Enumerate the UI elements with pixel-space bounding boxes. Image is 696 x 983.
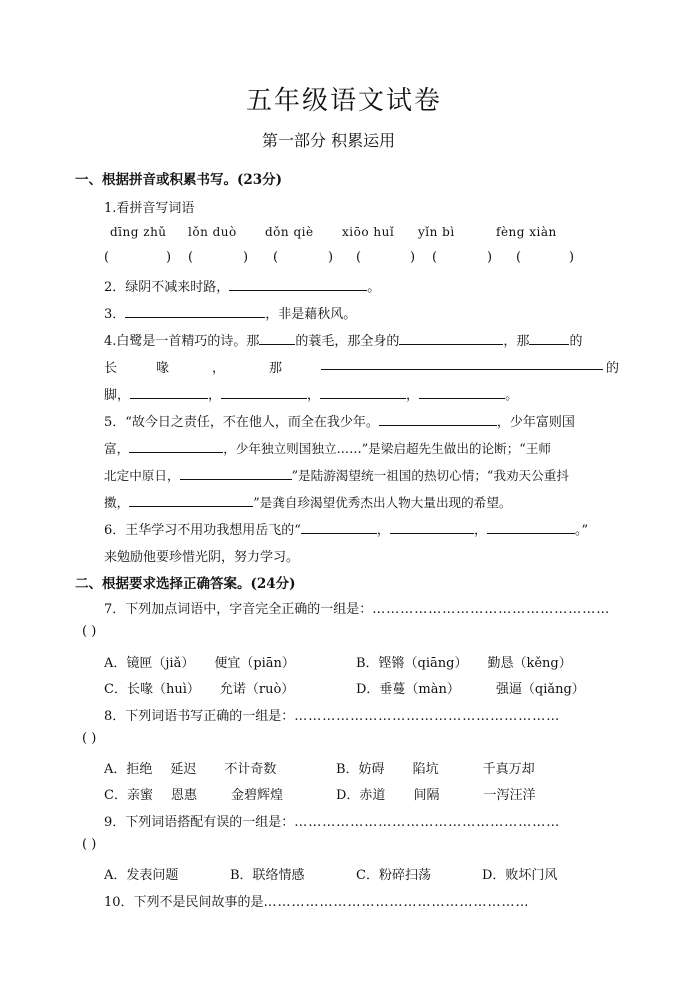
answer-blank[interactable] — [125, 305, 265, 318]
pinyin-6: fèng xiàn — [496, 225, 557, 239]
question-5-line-4: 擞， ”是龚自珍渴望优秀杰出人物大量出现的希望。 — [104, 495, 512, 510]
pinyin-4: xiōo huǐ — [342, 225, 395, 239]
paren-close: ) — [569, 250, 575, 265]
question-9: 9．下列词语搭配有误的一组是：………………………………………………… — [104, 815, 561, 830]
answer-blank[interactable] — [321, 357, 603, 370]
paren-close: ) — [328, 250, 334, 265]
answer-blank[interactable] — [487, 521, 575, 534]
q9-option-a: A．发表问题 — [104, 868, 179, 883]
answer-paren[interactable]: ( ) — [82, 624, 97, 639]
question-10: 10．下列不是民间故事的是………………………………………………… — [104, 895, 530, 910]
paren-open: ( — [104, 250, 110, 265]
question-2: 2．绿阴不减来时路， 。 — [104, 280, 381, 295]
pinyin-2: lǒn duò — [188, 225, 237, 239]
section-1-heading: 一、根据拼音或积累书写。(23分) — [75, 172, 283, 188]
section-2-heading: 二、根据要求选择正确答案。(24分) — [75, 576, 296, 592]
paren-open: ( — [432, 250, 438, 265]
exam-page: 五年级语文试卷 第一部分 积累运用 一、根据拼音或积累书写。(23分) 1.看拼音写词语 dīng zhǔ lǒn duò dǒn qiè xiōo huǐ yǐn bì fèng xiàn ( ) ( ) ( ) ( ) ( ) ( ) 2．绿阴不减来时路， 。 3． ，非是藉秋风。 4.白鹭是一首精巧的诗。那 的蓑毛，那全身的 ，那 的 长 喙 ， 那 的 脚， ， ， ， 。 5．“故今日之责任，不在他人，而全在我少年。 ，少年富则国 富， ，少年独立则国独立……”是梁启超先生做出的论断；“王师 北定中原日， ”是陆游渴望统一祖国的热切心情；“我劝天公重抖 擞， ”是龚自珍渴望优秀杰出人物大量出现的希望。 6．王华学习不用功我想用岳飞的“ ， ， 。” 来勉励他要珍惜光阴，努力学习。 二、根据要求选择正确答案。(24分) 7．下列加点词语中，字音完全正确的一组是：…………………………………………… ( ) A．镜匣（jiǎ） 便宜（piān） B．铿锵（qiāng） 勤恳（kěng） C．长喙（huì） 允诺（ruò） D．垂蔓（màn） 强逼（qiǎng） 8．下列词语书写正确的一组是：………………………………………………… ( ) A．拒绝 延迟 不计奇数 B．妨碍 陷坑 千真万却 C．亲蜜 恩惠 金碧辉煌 D．赤道 间隔 一泻汪洋 9．下列词语搭配有误的一组是：………………………………………………… ( ) A．发表问题 B．联络情感 C．粉碎扫荡 D．败坏门风 10．下列不是民间故事的是………………………………………………… — [0, 0, 696, 983]
paren-open: ( — [188, 250, 194, 265]
q9-option-c: C．粉碎扫荡 — [356, 868, 431, 883]
q7-option-a: A．镜匣（jiǎ） 便宜（piān） — [104, 656, 295, 671]
answer-blank[interactable] — [129, 440, 223, 453]
question-5-line-1: 5．“故今日之责任，不在他人，而全在我少年。 ，少年富则国 — [104, 415, 575, 430]
paren-open: ( — [356, 250, 362, 265]
answer-blank[interactable] — [180, 467, 292, 480]
answer-blank[interactable] — [301, 521, 377, 534]
paren-close: ) — [166, 250, 172, 265]
pinyin-1: dīng zhǔ — [110, 225, 167, 239]
q9-option-d: D．败坏门风 — [482, 868, 558, 883]
question-5-line-2: 富， ，少年独立则国独立……”是梁启超先生做出的论断；“王师 — [104, 441, 551, 456]
answer-paren[interactable]: ( ) — [82, 837, 97, 852]
q9-option-b: B．联络情感 — [230, 868, 305, 883]
answer-blank[interactable] — [130, 386, 208, 399]
paren-close: ) — [243, 250, 249, 265]
answer-blank[interactable] — [399, 332, 503, 345]
q7-option-c: C．长喙（huì） 允诺（ruò） — [104, 682, 295, 697]
answer-blank[interactable] — [229, 278, 367, 291]
answer-blank[interactable] — [129, 494, 253, 507]
page-title: 五年级语文试卷 — [246, 86, 443, 116]
answer-blank[interactable] — [379, 413, 497, 426]
question-3: 3． ，非是藉秋风。 — [104, 307, 357, 322]
question-4-line-1: 4.白鹭是一首精巧的诗。那 的蓑毛，那全身的 ，那 的 — [104, 334, 583, 349]
answer-blank[interactable] — [419, 386, 505, 399]
page-subtitle: 第一部分 积累运用 — [262, 131, 396, 150]
q8-option-b: B．妨碍 陷坑 千真万却 — [336, 762, 535, 777]
answer-paren[interactable]: ( ) — [82, 731, 97, 746]
question-4-line-3: 脚， ， ， ， 。 — [104, 388, 519, 403]
paren-open: ( — [273, 250, 279, 265]
answer-blank[interactable] — [529, 332, 569, 345]
answer-blank[interactable] — [390, 521, 474, 534]
answer-blank[interactable] — [221, 386, 307, 399]
paren-close: ) — [410, 250, 416, 265]
question-7: 7．下列加点词语中，字音完全正确的一组是：…………………………………………… — [104, 602, 611, 617]
q8-option-d: D．赤道 间隔 一泻汪洋 — [336, 788, 536, 803]
q8-option-a: A．拒绝 延迟 不计奇数 — [104, 762, 277, 777]
question-5-line-3: 北定中原日， ”是陆游渴望统一祖国的热切心情；“我劝天公重抖 — [104, 468, 569, 483]
paren-close: ) — [487, 250, 493, 265]
question-6-line-2: 来勉励他要珍惜光阴，努力学习。 — [104, 550, 300, 565]
q8-option-c: C．亲蜜 恩惠 金碧辉煌 — [104, 788, 283, 803]
q1-label: 1.看拼音写词语 — [104, 201, 195, 216]
q7-option-d: D．垂蔓（màn） 强逼（qiǎng） — [356, 682, 585, 697]
pinyin-5: yǐn bì — [418, 225, 455, 239]
q7-option-b: B．铿锵（qiāng） 勤恳（kěng） — [356, 656, 572, 671]
paren-open: ( — [516, 250, 522, 265]
answer-blank[interactable] — [320, 386, 406, 399]
question-6-line-1: 6．王华学习不用功我想用岳飞的“ ， ， 。” — [104, 523, 589, 538]
question-8: 8．下列词语书写正确的一组是：………………………………………………… — [104, 709, 561, 724]
answer-blank[interactable] — [259, 332, 295, 345]
pinyin-3: dǒn qiè — [265, 225, 314, 239]
